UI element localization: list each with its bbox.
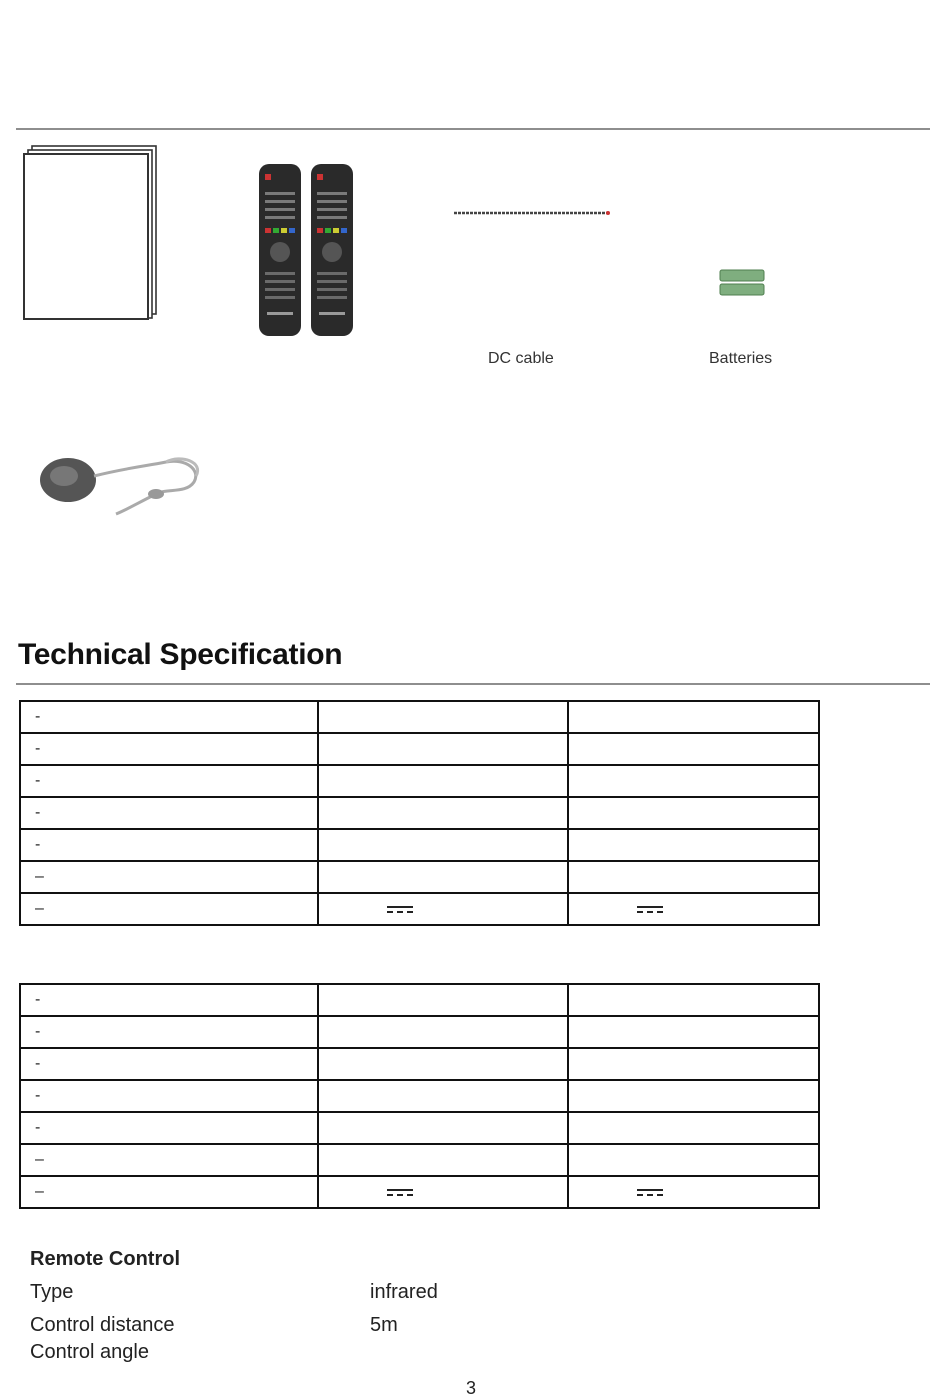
table-row — [20, 1080, 819, 1112]
page-number: 3 — [466, 1378, 477, 1398]
spec-label-cell: - — [20, 797, 318, 829]
rc-type-label: Type — [30, 1281, 74, 1303]
table-row — [20, 861, 819, 893]
spec-value-cell — [318, 765, 569, 797]
section-divider — [16, 683, 930, 685]
spec-value-cell — [318, 893, 569, 925]
dc-symbol-icon — [637, 1189, 663, 1197]
spec-label-cell: – — [20, 893, 318, 925]
remote-control-title: Remote Control — [30, 1248, 180, 1270]
dc-symbol-icon — [637, 906, 663, 914]
table-row — [20, 1016, 819, 1048]
dc-cable-caption: DC cable — [488, 350, 554, 367]
rc-type-value: infrared — [370, 1281, 438, 1303]
rc-angle-label: Control angle — [30, 1341, 149, 1363]
spec-value-cell — [318, 1016, 569, 1048]
table-row — [20, 893, 819, 925]
remote-controls-illustration — [255, 162, 360, 340]
spec-label-cell: - — [20, 1112, 318, 1144]
spec-label-cell: – — [20, 1176, 318, 1208]
spec-table-1 — [19, 700, 820, 926]
batteries-illustration — [719, 269, 765, 297]
table-row — [20, 765, 819, 797]
spec-value-cell — [318, 1080, 569, 1112]
spec-value-cell — [318, 1112, 569, 1144]
top-divider — [16, 128, 930, 130]
rc-distance-value: 5m — [370, 1314, 398, 1336]
spec-value-cell — [318, 1144, 569, 1176]
spec-value-cell — [568, 733, 819, 765]
spec-value-cell — [318, 829, 569, 861]
spec-value-cell — [318, 733, 569, 765]
spec-value-cell — [568, 1080, 819, 1112]
spec-value-cell — [318, 797, 569, 829]
spec-value-cell — [568, 701, 819, 733]
spec-value-cell — [318, 1176, 569, 1208]
spec-label-cell: - — [20, 984, 318, 1016]
spec-value-cell — [568, 1112, 819, 1144]
spec-value-cell — [318, 1048, 569, 1080]
spec-label-cell: - — [20, 1048, 318, 1080]
spec-label-cell: - — [20, 765, 318, 797]
table-row — [20, 701, 819, 733]
spec-value-cell — [318, 701, 569, 733]
spec-label-cell: - — [20, 829, 318, 861]
spec-value-cell — [568, 829, 819, 861]
table-row — [20, 829, 819, 861]
batteries-caption: Batteries — [709, 350, 773, 367]
manual-illustration — [22, 144, 162, 324]
spec-label-cell: - — [20, 733, 318, 765]
spec-label-cell: - — [20, 1080, 318, 1112]
spec-label-cell: - — [20, 701, 318, 733]
spec-value-cell — [568, 1144, 819, 1176]
table-row — [20, 1048, 819, 1080]
dc-symbol-icon — [387, 906, 413, 914]
table-row — [20, 733, 819, 765]
spec-value-cell — [318, 861, 569, 893]
table-row — [20, 797, 819, 829]
spec-value-cell — [568, 861, 819, 893]
spec-value-cell — [318, 984, 569, 1016]
spec-value-cell — [568, 1048, 819, 1080]
section-title: Technical Specification — [18, 638, 343, 671]
power-adapter-illustration — [36, 448, 208, 520]
spec-value-cell — [568, 984, 819, 1016]
table-row — [20, 1144, 819, 1176]
dc-cable-illustration — [452, 206, 614, 220]
spec-value-cell — [568, 1016, 819, 1048]
spec-value-cell — [568, 1176, 819, 1208]
dc-symbol-icon — [387, 1189, 413, 1197]
spec-label-cell: - — [20, 1016, 318, 1048]
spec-value-cell — [568, 893, 819, 925]
table-row — [20, 1112, 819, 1144]
rc-distance-label: Control distance — [30, 1314, 175, 1336]
spec-table-2 — [19, 983, 820, 1209]
table-row — [20, 984, 819, 1016]
spec-label-cell: – — [20, 861, 318, 893]
table-row — [20, 1176, 819, 1208]
spec-value-cell — [568, 797, 819, 829]
spec-value-cell — [568, 765, 819, 797]
spec-label-cell: – — [20, 1144, 318, 1176]
